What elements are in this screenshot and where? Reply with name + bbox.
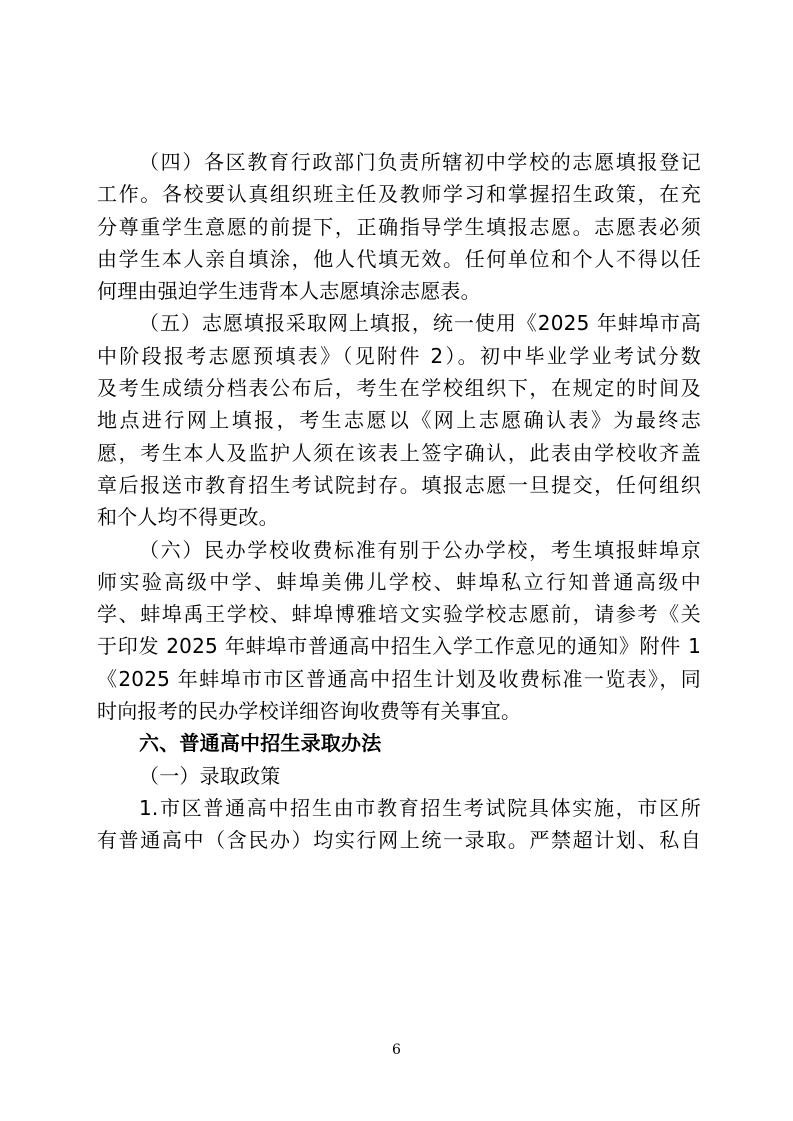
paragraph-4-line-4: 由学生本人亲自填涂，他人代填无效。任何单位和个人不得以任 xyxy=(97,246,701,271)
paragraph-6-line-4: 于印发 2025 年蚌埠市普通高中招生入学工作意见的通知》附件 1 xyxy=(97,634,701,659)
paragraph-6-line-1: （六）民办学校收费标准有别于公办学校，考生填报蚌埠京 xyxy=(139,537,701,562)
paragraph-5-line-1: （五）志愿填报采取网上填报，统一使用《2025 年蚌埠市高 xyxy=(139,311,701,336)
paragraph-4-line-2: 工作。各校要认真组织班主任及教师学习和掌握招生政策，在充 xyxy=(97,182,701,207)
paragraph-6-line-5: 《2025 年蚌埠市市区普通高中招生计划及收费标准一览表》，同 xyxy=(97,666,701,691)
paragraph-5-line-6: 章后报送市教育招生考试院封存。填报志愿一旦提交，任何组织 xyxy=(97,472,701,497)
paragraph-5-line-5: 愿，考生本人及监护人须在该表上签字确认，此表由学校收齐盖 xyxy=(97,440,701,465)
paragraph-5-line-3: 及考生成绩分档表公布后，考生在学校组织下，在规定的时间及 xyxy=(97,376,701,401)
page-number: 6 xyxy=(392,1042,401,1058)
paragraph-4-line-1: （四）各区教育行政部门负责所辖初中学校的志愿填报登记 xyxy=(139,150,701,174)
paragraph-4-line-3: 分尊重学生意愿的前提下，正确指导学生填报志愿。志愿表必须 xyxy=(97,214,701,239)
section-heading: 六、普通高中招生录取办法 xyxy=(139,731,382,756)
paragraph-7-line-2: 有普通高中（含民办）均实行网上统一录取。严禁超计划、私自 xyxy=(97,828,701,853)
paragraph-6-line-3: 学、蚌埠禹王学校、蚌埠博雅培文实验学校志愿前，请参考《关 xyxy=(97,602,701,627)
paragraph-4-line-5: 何理由强迫学生违背本人志愿填涂志愿表。 xyxy=(97,279,481,304)
paragraph-7-line-1: 1.市区普通高中招生由市教育招生考试院具体实施，市区所 xyxy=(139,795,701,820)
document-body xyxy=(97,146,701,857)
paragraph-5-line-7: 和个人均不得更改。 xyxy=(97,505,279,530)
paragraph-5-line-4: 地点进行网上填报，考生志愿以《网上志愿确认表》为最终志 xyxy=(97,408,701,433)
subsection-heading: （一）录取政策 xyxy=(139,763,281,788)
paragraph-6-line-2: 师实验高级中学、蚌埠美佛儿学校、蚌埠私立行知普通高级中 xyxy=(97,569,701,594)
paragraph-5-line-2: 中阶段报考志愿预填表》（见附件 2）。初中毕业学业考试分数 xyxy=(97,343,701,368)
paragraph-6-line-6: 时向报考的民办学校详细咨询收费等有关事宜。 xyxy=(97,699,522,724)
